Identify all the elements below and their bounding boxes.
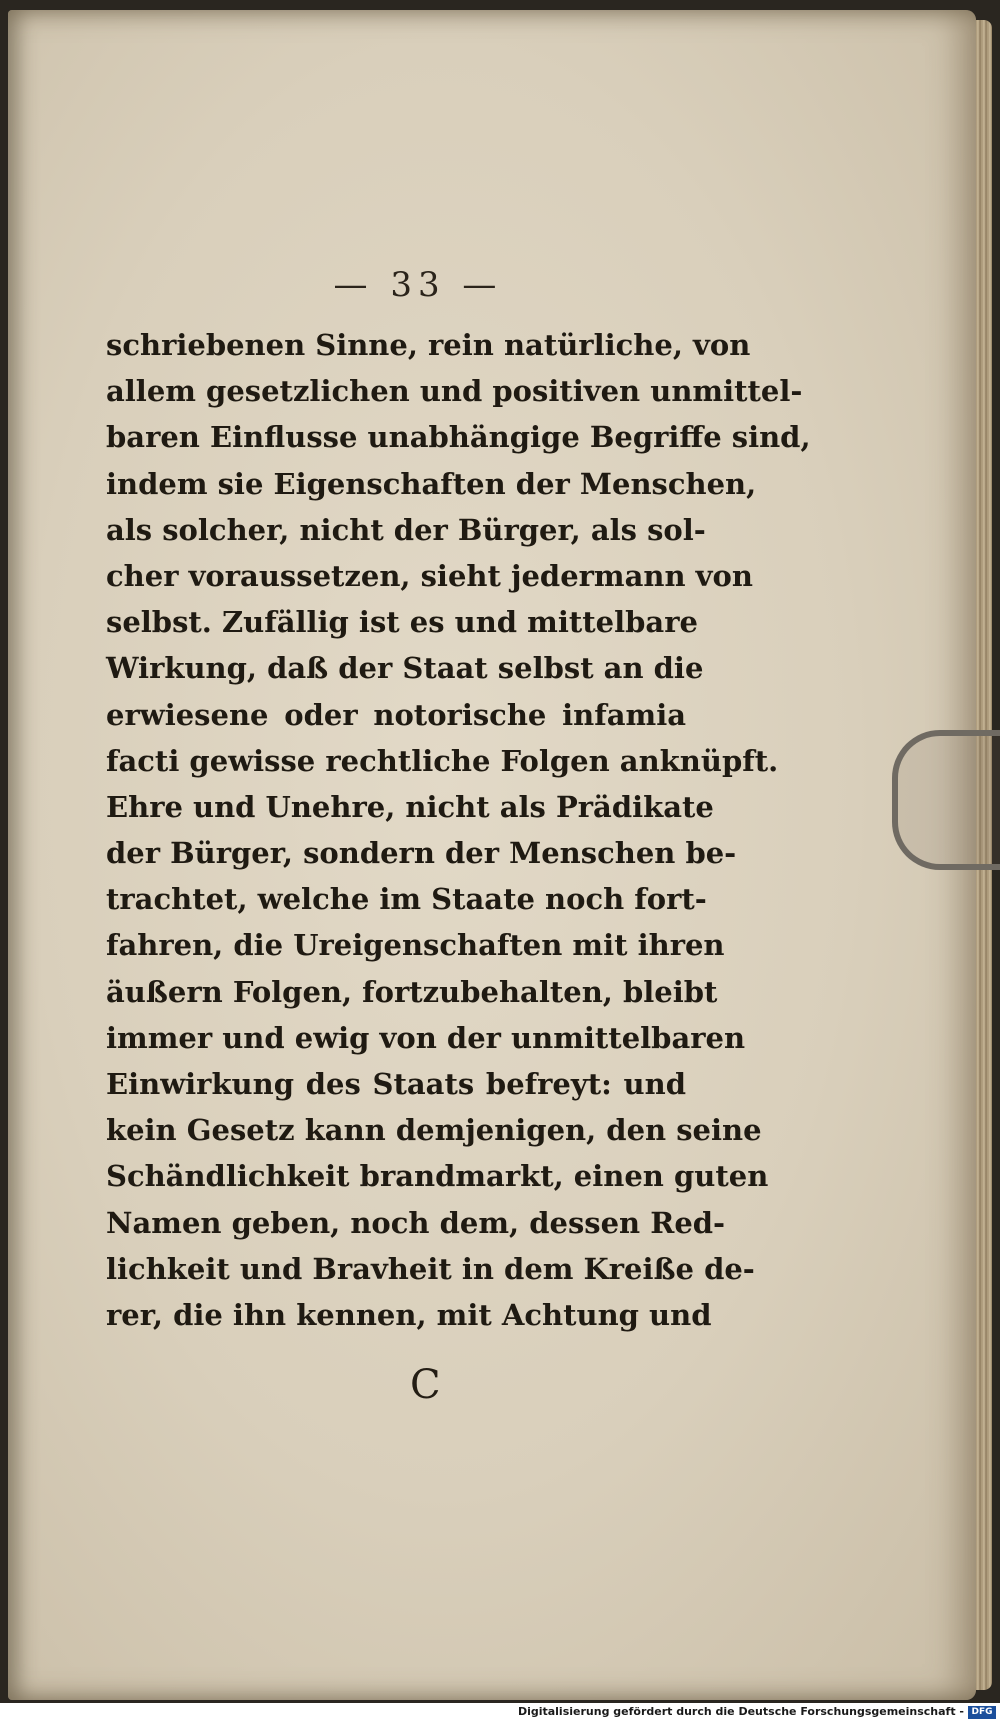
text-line: cher voraussetzen, sieht jedermann von	[106, 558, 753, 593]
page-text	[106, 322, 811, 1338]
dfg-logo-icon: DFG	[968, 1706, 996, 1719]
footer-bar	[0, 1703, 1000, 1723]
text-line: Schändlichkeit brandmarkt, einen guten	[106, 1159, 769, 1194]
text-line: kein Gesetz kann demjenigen, den seine	[106, 1113, 762, 1148]
text-line: trachtet, welche im Staate noch fort-	[106, 882, 707, 917]
text-line: lichkeit und Bravheit in dem Kreiße de-	[106, 1251, 755, 1286]
footer-credit: Digitalisierung gefördert durch die Deutsche Forschungsgemeinschaft -	[517, 1705, 964, 1718]
text-line: Wirkung, daß der Staat selbst an die	[106, 651, 704, 686]
text-line: facti gewisse rechtliche Folgen anknüpft.	[106, 743, 779, 778]
text-line: immer und ewig von der unmittelbaren	[106, 1020, 746, 1055]
text-line: als solcher, nicht der Bürger, als sol-	[106, 512, 706, 547]
text-line: baren Einflusse unabhängige Begriffe sind,	[106, 420, 811, 455]
text-line: Einwirkung des Staats befreyt: und	[106, 1067, 686, 1101]
text-line: Namen geben, noch dem, dessen Red-	[106, 1205, 726, 1240]
text-line: indem sie Eigenschaften der Menschen,	[106, 466, 757, 501]
text-line: selbst. Zufällig ist es und mittelbare	[106, 605, 698, 640]
text-line: schriebenen Sinne, rein natürliche, von	[106, 328, 751, 362]
text-line: rer, die ihn kennen, mit Achtung und	[106, 1297, 712, 1332]
page-clip	[892, 730, 1000, 870]
text-line: allem gesetzlichen und positiven unmittel-	[106, 374, 803, 409]
page-number: — 33 —	[333, 265, 503, 305]
signature-mark: C	[410, 1362, 441, 1408]
text-line: fahren, die Ureigenschaften mit ihren	[106, 928, 725, 963]
book-page	[8, 10, 976, 1700]
text-line: Ehre und Unehre, nicht als Prädikate	[106, 789, 714, 824]
text-line: äußern Folgen, fortzubehalten, bleibt	[106, 974, 718, 1009]
text-line: der Bürger, sondern der Menschen be-	[106, 836, 737, 871]
text-line: erwiesene oder notorische infamia	[106, 697, 686, 732]
